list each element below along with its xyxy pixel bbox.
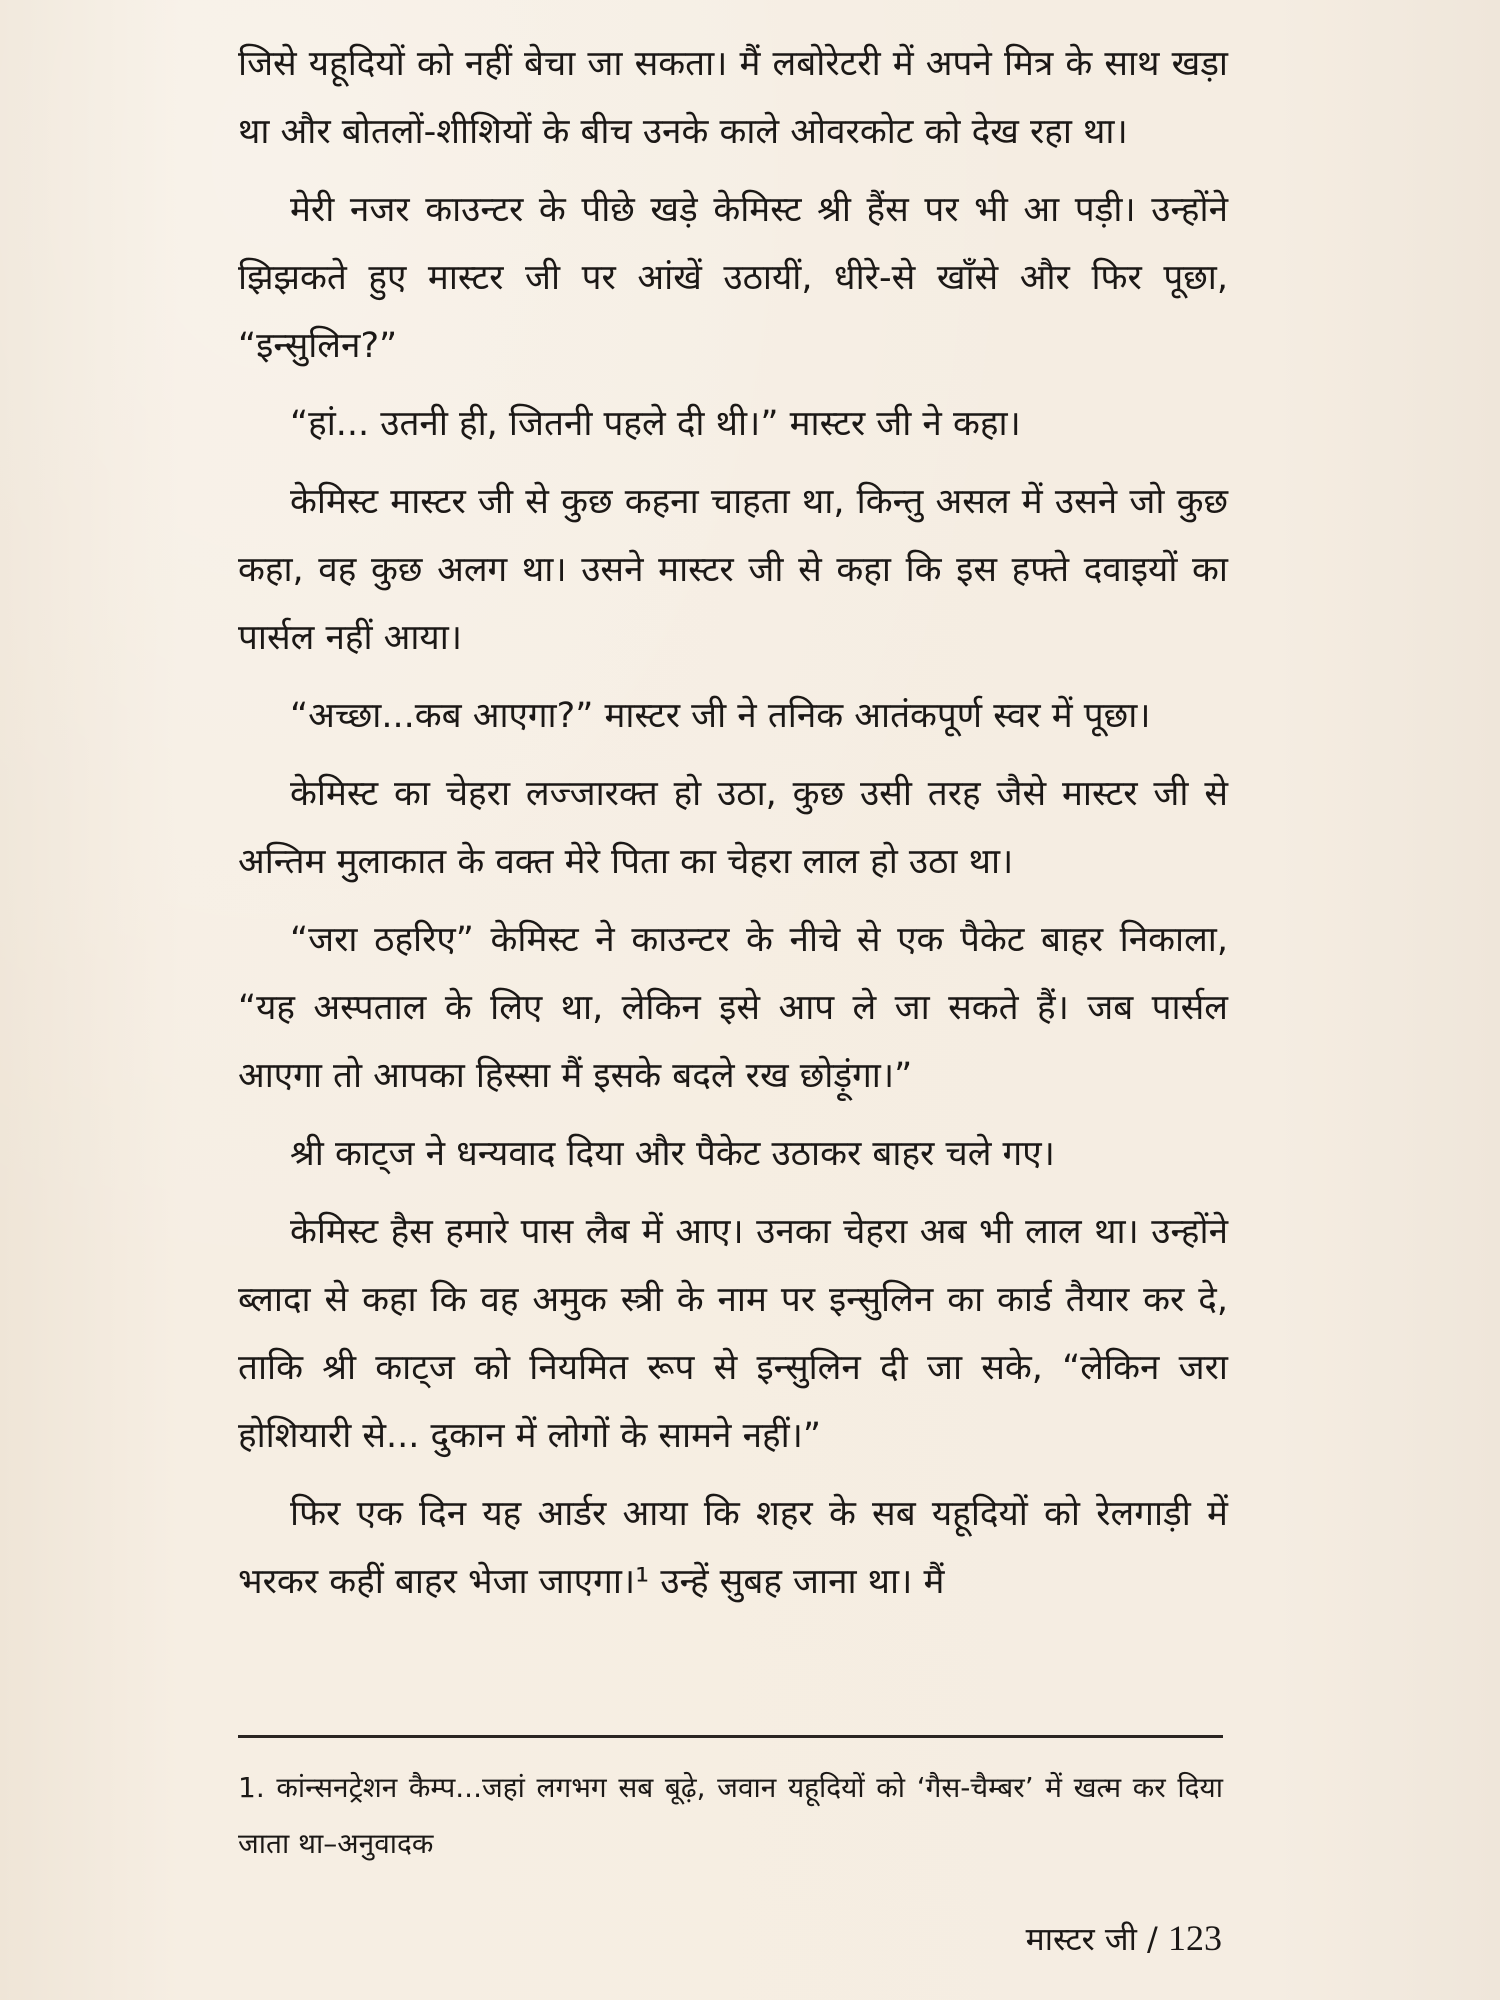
page-number: 123 (1168, 1918, 1222, 1958)
paragraph-3: “हां... उतनी ही, जितनी पहले दी थी।” मास्टर जी ने कहा। (290, 404, 1021, 444)
footnote: 1. कांन्सनट्रेशन कैम्प...जहां लगभग सब बूढ़े, जवान यहूदियों को ‘गैस-चैम्बर’ में खत्म कर दिया जाता था–अनुवादक (238, 1771, 1223, 1860)
paragraph-10: फिर एक दिन यह आर्डर आया कि शहर के सब यहूदियों को रेलगाड़ी में भरकर कहीं बाहर भेजा जाएगा।¹ उन्हें सुबह जाना था। मैं (238, 1494, 1228, 1602)
paragraph-4: केमिस्ट मास्टर जी से कुछ कहना चाहता था, किन्तु असल में उसने जो कुछ कहा, वह कुछ अलग था। उसने मास्टर जी से कहा कि इस हफ्ते दवाइयों का पार्सल नहीं आया। (238, 482, 1228, 658)
paragraph-8: श्री काट्ज ने धन्यवाद दिया और पैकेट उठाकर बाहर चले गए। (290, 1134, 1055, 1174)
paragraph-5: “अच्छा...कब आएगा?” मास्टर जी ने तनिक आतंकपूर्ण स्वर में पूछा। (290, 696, 1151, 736)
paragraph-1: जिसे यहूदियों को नहीं बेचा जा सकता। मैं लबोरेटरी में अपने मित्र के साथ खड़ा था और बोतलों-शीशियों के बीच उनके काले ओवरकोट को देख रहा था। (238, 44, 1228, 152)
paragraph-9: केमिस्ट हैस हमारे पास लैब में आए। उनका चेहरा अब भी लाल था। उन्होंने ब्लादा से कहा कि वह अमुक स्त्री के नाम पर इन्सुलिन का कार्ड तैयार कर दे, ताकि श्री काट्ज को नियमित रूप से इन्सुलिन दी जा सके, “लेकिन जरा होशियारी से... दुकान में लोगों के सामने नहीं।” (238, 1212, 1228, 1456)
paragraph-6: केमिस्ट का चेहरा लज्जारक्त हो उठा, कुछ उसी तरह जैसे मास्टर जी से अन्तिम मुलाकात के वक्त मेरे पिता का चेहरा लाल हो उठा था। (238, 774, 1228, 882)
paragraph-2: मेरी नजर काउन्टर के पीछे खड़े केमिस्ट श्री हैंस पर भी आ पड़ी। उन्होंने झिझकते हुए मास्टर जी पर आंखें उठायीं, धीरे-से खाँसे और फिर पूछा, “इन्सुलिन?” (238, 190, 1228, 366)
book-title: मास्टर जी (1025, 1920, 1137, 1958)
paragraph-7: “जरा ठहरिए” केमिस्ट ने काउन्टर के नीचे से एक पैकेट बाहर निकाला, “यह अस्पताल के लिए था, लेकिन इसे आप ले जा सकते हैं। जब पार्सल आएगा तो आपका हिस्सा मैं इसके बदले रख छोड़ूंगा।” (238, 920, 1228, 1096)
footer-separator: / (1136, 1920, 1168, 1958)
footnote-divider (238, 1735, 1223, 1738)
body-text (238, 30, 1228, 1616)
page-footer (1026, 1918, 1222, 1959)
